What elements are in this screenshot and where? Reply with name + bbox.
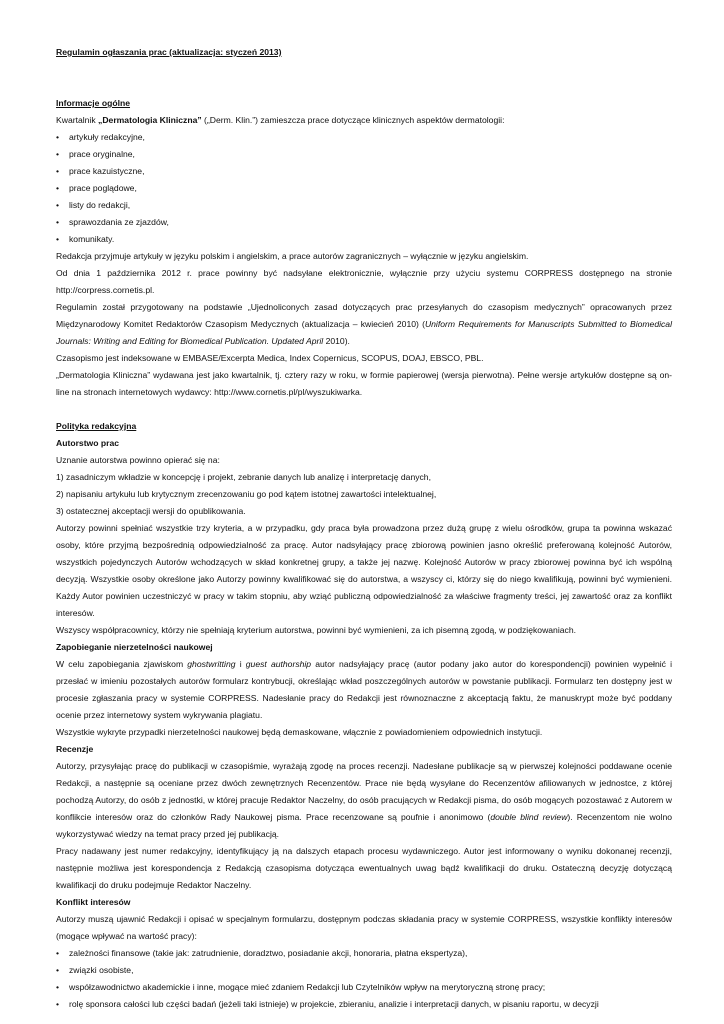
misconduct-paragraph-2: Wszystkie wykryte przypadki nierzetelności naukowej będą demaskowane, włącznie z powiadomieniem odpowiednich instytucji. [56, 727, 543, 737]
misconduct-text: autor nadsyłający pracę (autor podany jako autor do korespondencji) powinien wypełnić i przesłać w imieniu pozostałych autorów formularz kontrybucji, określając wkład poszczególnych autorów w powstanie publikacji. Formularz ten dostępny jest w procesie zgłaszania pracy w systemie CORPRESS. Nadesłanie pracy do Redakcji jest równoznaczne z akceptacją faktu, że manuskrypt może być poddany ocenie przez internetowy system wykrywania plagiatu. [56, 659, 673, 720]
spacer [56, 61, 672, 95]
misconduct-text: W celu zapobiegania zjawiskom [56, 659, 188, 669]
misconduct-term-guest-authorship: guest authorship [245, 659, 312, 669]
journal-name: „Dermatologia Kliniczna” [98, 115, 202, 125]
list-item: • prace poglądowe, [56, 180, 672, 197]
list-item: • współzawodnictwo akademickie i inne, mogące mieć zdaniem Redakcji lub Czytelników wpływ na merytoryczną stronę pracy; [56, 979, 672, 996]
authorship-criterion: 3) ostatecznej akceptacji wersji do opublikowania. [56, 506, 246, 516]
section-heading-general-info: Informacje ogólne [56, 98, 131, 108]
misconduct-paragraph [56, 656, 672, 724]
list-item: • prace kazuistyczne, [56, 163, 672, 180]
rules-text-pre: Regulamin został przygotowany na podstawie „Ujednoliconych zasad dotyczących prac przesyłanych do czasopism medycznych” opracowanych przez Międzynarodowy Komitet Redaktorów Czasopism Medycznych (aktualizacja – kwiecień 2010) ( [56, 302, 672, 329]
authorship-criterion: 1) zasadniczym wkładzie w koncepcję i projekt, zebranie danych lub analizę i interpretację danych, [56, 472, 431, 482]
rules-text-post: 2010). [323, 336, 350, 346]
indexing-paragraph: Czasopismo jest indeksowane w EMBASE/Excerpta Medica, Index Copernicus, SCOPUS, DOAJ, EBSCO, PBL. [56, 353, 484, 363]
conflict-list [56, 945, 672, 1013]
list-item: • rolę sponsora całości lub części badań (jeżeli taki istnieje) w projekcie, zbieraniu, analizie i interpretacji danych, w pisaniu raportu, w decyzji [56, 996, 672, 1013]
subheading-misconduct: Zapobieganie nierzetelności naukowej [56, 642, 213, 652]
misconduct-text: i [235, 659, 246, 669]
list-item: • komunikaty. [56, 231, 672, 248]
rules-paragraph [56, 299, 672, 350]
publication-paragraph: „Dermatologia Kliniczna” wydawana jest jako kwartalnik, tj. cztery razy w roku, w formie papierowej (wersja pierwotna). Pełne wersje artykułów dostępne są on-line na stronach internetowych wydawcy: http://www.cornetis.pl/pl/wyszukiwarka. [56, 370, 672, 397]
subheading-reviews: Recenzje [56, 744, 94, 754]
list-item: • listy do redakcji, [56, 197, 672, 214]
section-heading-editorial-policy: Polityka redakcyjna [56, 421, 137, 431]
spacer [56, 401, 672, 418]
submission-paragraph: Od dnia 1 października 2012 r. prace powinny być nadsyłane elektronicznie, wyłącznie przy użyciu systemu CORPRESS dostępnego na stronie http://corpress.cornetis.pl. [56, 268, 672, 295]
list-item: • prace oryginalne, [56, 146, 672, 163]
article-types-list [56, 129, 672, 248]
list-item: • sprawozdania ze zjazdów, [56, 214, 672, 231]
intro-text-pre: Kwartalnik [56, 115, 99, 125]
authorship-body: Autorzy powinni spełniać wszystkie trzy kryteria, a w przypadku, gdy praca była prowadzona przez dużą grupę z wielu ośrodków, grupa ta powinna wskazać osoby, które przyjmą bezpośrednią odpowiedzialność za pracę. Autor nadsyłający pracę zbiorową powinien jasno określić preferowaną kolejność Autorów, wszystkich pojedynczych Autorów wchodzących w skład konkretnej grupy, a także jej nazwę. Kolejność Autorów w pracy zbiorowej powinna być ich wspólną decyzją. Wszystkie osoby określone jako Autorzy powinny kwalifikować się do autorstwa, a wszyscy ci, którzy się do niego kwalifikują, powinni być wymienieni. Każdy Autor powinien uczestniczyć w pracy w takim stopniu, aby wziąć publiczną odpowiedzialność za właściwe fragmenty treści, jej zawartość oraz za konflikt interesów. [56, 523, 672, 618]
journal-intro [56, 112, 672, 129]
list-item: • związki osobiste, [56, 962, 672, 979]
reviews-term-double-blind: double blind review [490, 812, 568, 822]
reviews-paragraph [56, 758, 672, 843]
misconduct-term-ghostwriting: ghostwritting [187, 659, 236, 669]
reviews-text: ). Recenzentom nie wolno wykorzystywać wiedzy na temat pracy przed jej publikacją. [56, 812, 673, 839]
list-item: • zależności finansowe (takie jak: zatrudnienie, doradztwo, posiadanie akcji, honoraria, płatna ekspertyza), [56, 945, 672, 962]
rules-text-italic: Uniform Requirements for Manuscripts Submitted to Biomedical Journals: Writing and Editing for Biomedical Publication. Updated April [56, 319, 672, 346]
authorship-criterion: 2) napisaniu artykułu lub krytycznym zrecenzowaniu go pod kątem istotnej zawartości intelektualnej, [56, 489, 437, 499]
reviews-text: Autorzy, przysyłając pracę do publikacji w czasopiśmie, wyrażają zgodę na proces recenzji. Nadesłane publikacje są w pierwszej kolejności poddawane ocenie Redakcji, a następnie są oceniane przez dwóch zewnętrznych Recenzentów. Prace nie będą wysyłane do Recenzentów afiliowanych w jednostce, z której pochodzą Autorzy, do osób z jednostki, w której pracuje Redaktor Naczelny, do osób pracujących w Redakcji pisma, do osób mogących pozostawać z Autorem w konflikcie interesów oraz do członków Rady Naukowej pisma. Prace recenzowane są poufnie i anonimowo ( [56, 761, 672, 822]
document-title: Regulamin ogłaszania prac (aktualizacja: styczeń 2013) [56, 47, 282, 57]
subheading-conflict: Konflikt interesów [56, 897, 131, 907]
reviews-paragraph-2: Pracy nadawany jest numer redakcyjny, identyfikujący ją na dalszych etapach procesu wydawniczego. Autor jest informowany o wyniku dokonanej recenzji, następnie możliwa jest korespondencja z Redakcją czasopisma dotycząca ewentualnych uwag bądź kwalifikacji do druku. Ostateczną decyzję dotyczącą kwalifikacji do druku podejmuje Redaktor Naczelny. [56, 846, 672, 890]
subheading-authorship: Autorstwo prac [56, 438, 120, 448]
authorship-lead: Uznanie autorstwa powinno opierać się na: [56, 455, 220, 465]
conflict-lead: Autorzy muszą ujawnić Redakcji i opisać w specjalnym formularzu, dostępnym podczas składania pracy w systemie CORPRESS, wszystkie konflikty interesów (mogące wpływać na wartość pracy): [56, 914, 672, 941]
intro-text-post: („Derm. Klin.”) zamieszcza prace dotyczące klinicznych aspektów dermatologii: [201, 115, 505, 125]
languages-paragraph: Redakcja przyjmuje artykuły w języku polskim i angielskim, a prace autorów zagranicznych – wyłącznie w języku angielskim. [56, 251, 529, 261]
contributors-paragraph: Wszyscy współpracownicy, którzy nie spełniają kryterium autorstwa, powinni być wymienieni, za ich pisemną zgodą, w podziękowaniach. [56, 625, 576, 635]
list-item: • artykuły redakcyjne, [56, 129, 672, 146]
